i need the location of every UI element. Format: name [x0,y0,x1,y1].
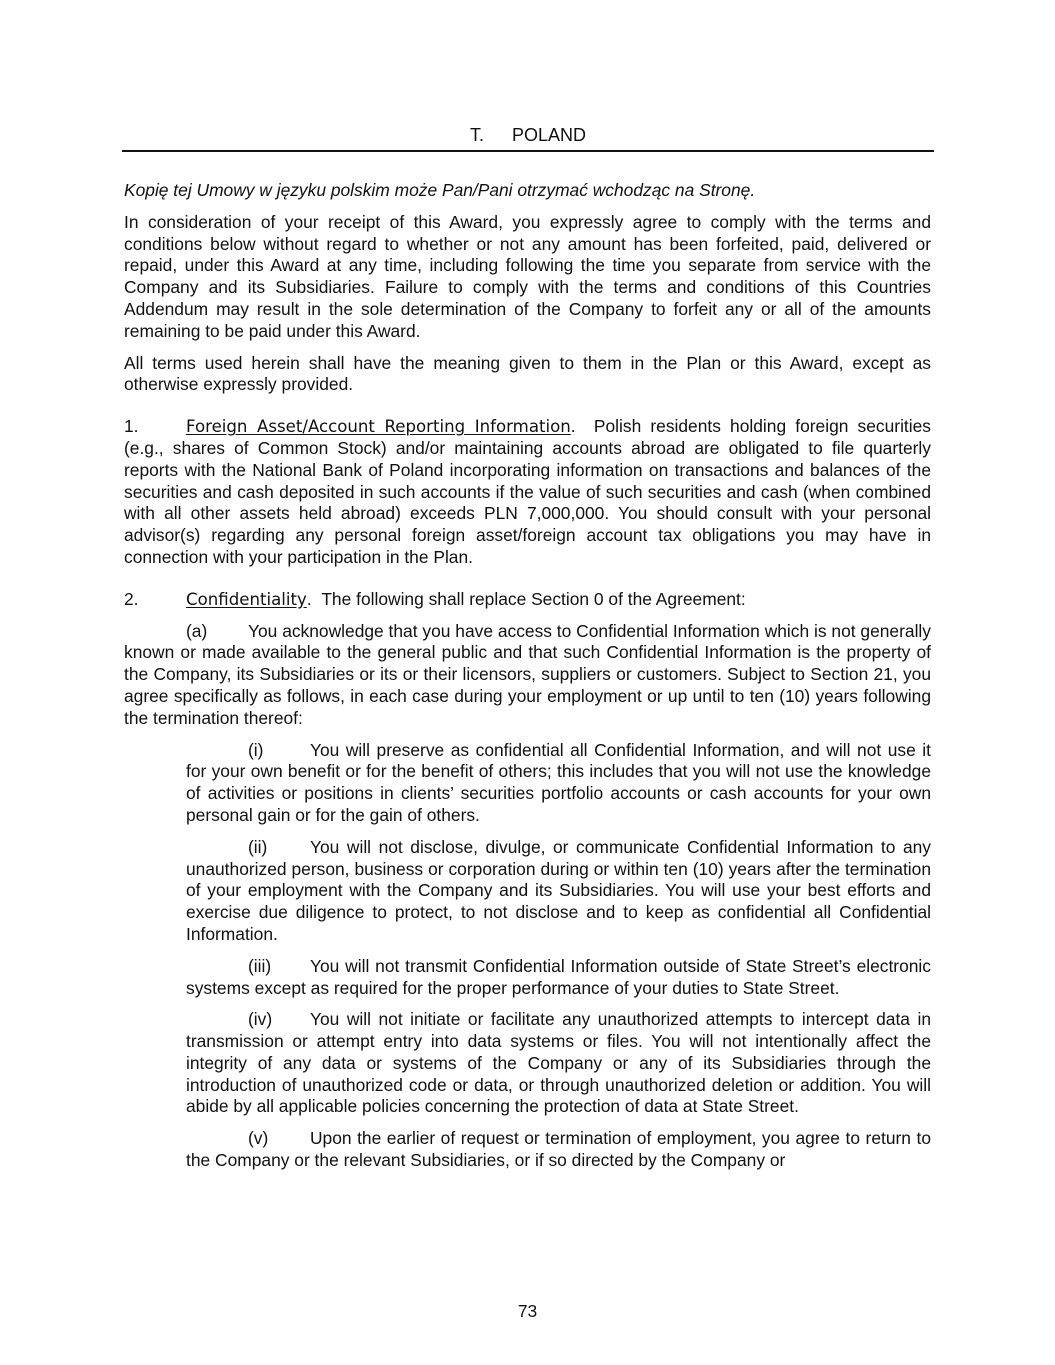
section-1-body: Polish residents holding foreign securities (e.g., shares of Common Stock) and/or maintaining accounts abroad are obligated to file quarterly reports with the National Bank of Poland incorporating information on transactions and balances of the securities and cash deposited in such accounts if the value of such securities and cash (when combined with all other assets held abroad) exceeds PLN 7,000,000. You should consult with your personal advisor(s) regarding any personal foreign asset/foreign account tax obligations you may have in connection with your participation in the Plan. [124,416,931,567]
subsection-a-text: You acknowledge that you have access to Confidential Information which is not generally known or made available to the general public and that such Confidential Information is the property of the Company, its Subsidiaries or its or their licensors, suppliers or customers. Subject to Section 21, you agree specifically as follows, in each case during your employment or up until to ten (10) years following the termination thereof: [124,620,931,728]
list-item-text: Upon the earlier of request or termination of employment, you agree to return to the Company or the relevant Subsidiaries, or if so directed by the Company or [186,1128,931,1171]
document-body [124,180,931,1182]
consideration-paragraph: In consideration of your receipt of this Award, you expressly agree to comply with the terms and conditions below without regard to whether or not any amount has been forfeited, paid, delivered or repaid, under this Award at any time, including following the time you separate from service with the Company and its Subsidiaries. Failure to comply with the terms and conditions of this Countries Addendum may result in the sole determination of the Company to forfeit any or all of the amounts remaining to be paid under this Award. [124,211,931,341]
section-2-paragraph: 2. Confidentiality. The following shall replace Section 0 of the Agreement: [124,588,746,609]
list-item-iv [186,1009,931,1118]
list-item-text: You will not disclose, divulge, or communicate Confidential Information to any unauthorized person, business or corporation during or within ten (10) years after the termination of your employment with the Company and its Subsidiaries. You will use your best efforts and exercise due diligence to protect, to not disclose and to keep as confidential all Confidential Information. [186,836,931,944]
subsection-a-label: (a) [186,620,208,641]
list-item-label: (iii) [248,955,272,976]
list-item-label: (ii) [248,836,268,857]
list-item-text: You will preserve as confidential all Confidential Information, and will not use it for your own benefit or for the benefit of others; this includes that you will not use the knowledge of activities or positions in clients’ securities portfolio accounts or cash accounts for your own personal gain or for the gain of others. [186,739,931,825]
list-item-text: You will not initiate or facilitate any unauthorized attempts to intercept data in transmission or attempt entry into data systems or files. You will not intentionally affect the integrity of any data or systems of the Company or any of its Subsidiaries through the introduction of unauthorized code or data, or through unauthorized deletion or addition. You will abide by all applicable policies concerning the protection of data at State Street. [186,1009,931,1117]
list-item-label: (iv) [248,1009,273,1030]
section-heading [122,124,934,152]
list-item-i [186,740,931,827]
polish-note: Kopię tej Umowy w języku polskim może Pan/Pani otrzymać wchodząc na Stronę. [124,180,756,200]
terms-paragraph: All terms used herein shall have the meaning given to them in the Plan or this Award, except as otherwise expressly provided. [124,352,931,395]
section-1-number: 1. [124,416,139,437]
section-2-number: 2. [124,588,139,609]
list-item-iii [186,956,931,1000]
subsection-a [124,621,931,730]
list-item-v [186,1128,931,1172]
section-letter: T. [469,125,484,145]
list-item-ii [186,837,931,946]
section-2-title: Confidentiality [186,589,307,609]
list-item-label: (v) [248,1128,269,1149]
list-item-label: (i) [248,739,264,760]
section-1-title: Foreign Asset/Account Reporting Information [186,417,571,437]
section-title: POLAND [511,125,587,145]
section-1-paragraph: 1. Foreign Asset/Account Reporting Information. Polish residents holding foreign securities (e.g., shares of Common Stock) and/or maintaining accounts abroad are obligated to file quarterly reports with the National Bank of Poland incorporating information on transactions and balances of the securities and cash deposited in such accounts if the value of such securities and cash (when combined with all other assets held abroad) exceeds PLN 7,000,000. You should consult with your personal advisor(s) regarding any personal foreign asset/foreign account tax obligations you may have in connection with your participation in the Plan. [124,416,931,567]
page-number: 73 [517,1301,538,1321]
list-item-text: You will not transmit Confidential Information outside of State Street’s electronic systems except as required for the proper performance of your duties to State Street. [186,955,931,998]
section-2-body: The following shall replace Section 0 of the Agreement: [321,588,746,609]
